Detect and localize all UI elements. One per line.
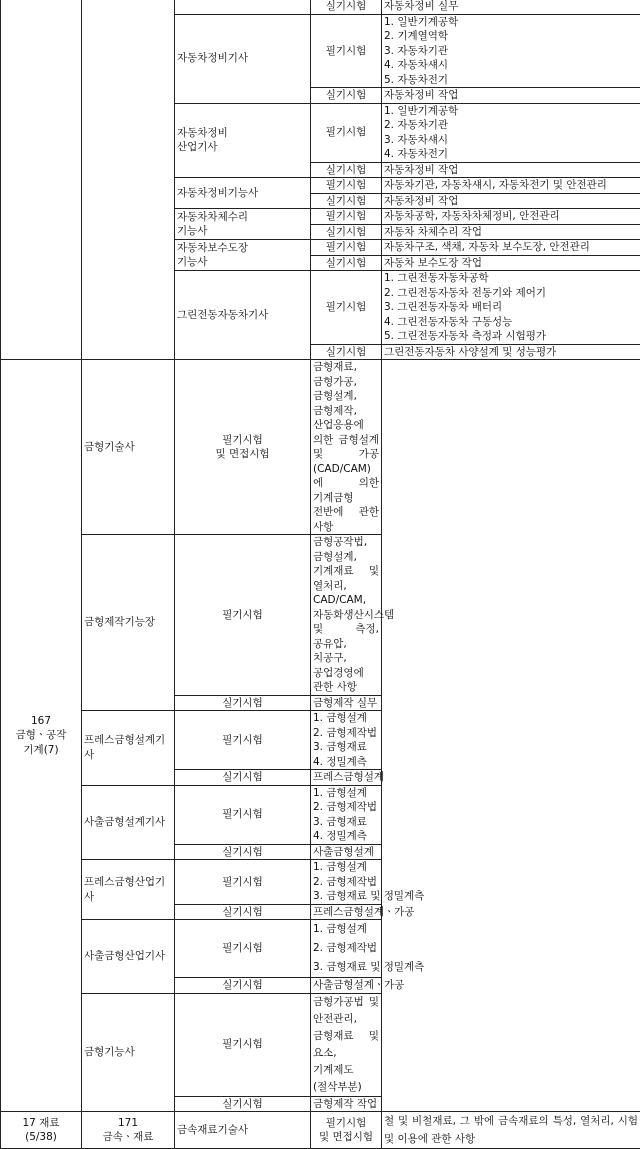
exam-type-cell: 필기시험 [175,711,311,770]
subjects-cell: 철 및 비철재료, 그 밖에 금속재료의 특성, 열처리, 시험 및 이용에 관한 사항 [382,1112,640,1149]
qualification-line: 산업기사 [177,140,308,155]
qualification-cell: 프레스금형설계기사 [82,711,175,786]
exam-type-line: 필기시험 [313,1116,379,1131]
qualification-cell: 금속재료기술사 [175,1112,311,1149]
exam-type-cell: 실기시험 [175,844,311,860]
table-row [1,535,640,696]
qualification-cell: 사출금형설계기사 [82,785,175,860]
group-name-line: 금형ㆍ공작 [3,728,79,743]
subjects-cell: 금형제작 실무 [311,695,382,711]
exam-type-line: 및 면접시험 [177,447,308,462]
exam-type-cell: 필기시험 [311,103,382,162]
qualification-cell: 금형기능사 [82,993,175,1112]
subjects-cell: 1. 금형설계 2. 금형제작법 3. 금형재료 4. 정밀계측 [311,785,382,844]
exam-type-cell: 실기시험 [311,162,382,178]
table-row [1,785,640,844]
exam-type-cell: 실기시험 [175,904,311,920]
exam-type-line: 필기시험 [177,433,308,448]
exam-type-cell [311,1112,382,1149]
subjects-cell: 자동차정비 작업 [382,162,640,178]
subjects-cell: 사출금형설계 [311,844,382,860]
qualification-cell [175,209,311,240]
exam-type-cell: 실기시험 [175,770,311,786]
exam-type-cell: 실기시험 [311,255,382,271]
subjects-cell: 금형가공법 및 안전관리, 금형재료 및 요소, 기계제도(절삭부분) [311,993,382,1096]
exam-type-cell: 필기시험 [175,993,311,1096]
exam-type-cell: 필기시험 [311,14,382,88]
section-line: 17 재료 [3,1116,79,1131]
subjects-cell: 금형공작법, 금형설계, 기계재료 및 열처리, CAD/CAM, 자동화생산시스템 및 측정, 공유압, 치공구, 공업경영에 관한 사항 [311,535,382,696]
qualification-line: 자동차보수도장 [177,241,308,256]
table-row [1,0,640,14]
exam-type-cell: 실기시험 [311,88,382,104]
exam-type-line: 및 면접시험 [313,1130,379,1145]
exam-type-cell: 실기시험 [311,0,382,14]
section-cell [1,1112,82,1149]
group-number: 167 [3,714,79,729]
subjects-cell: 프레스금형설계ㆍ가공 [311,904,382,920]
group-name-line: 기계(7) [3,743,79,758]
exam-type-cell: 필기시험 [175,785,311,844]
subjects-cell: 프레스금형설계 [311,770,382,786]
exam-type-cell: 필기시험 [311,240,382,256]
group-cell [1,360,82,1112]
exam-type-cell: 실기시험 [311,193,382,209]
table-row [1,920,640,978]
subjects-cell: 1. 금형설계 2. 금형제작법 3. 금형재료 4. 정밀계측 [311,711,382,770]
section-line: (5/38) [3,1130,79,1145]
exam-type-cell: 필기시험 [311,271,382,345]
qualification-cell: 그린전동자동차기사 [175,271,311,360]
group-cell [82,1112,175,1149]
qualification-cell: 자동차정비기사 [175,14,311,103]
qualification-cell: 사출금형산업기사 [82,920,175,994]
group-name: 금속ㆍ재료 [84,1130,172,1145]
exam-type-cell: 필기시험 [175,860,311,905]
exam-type-cell [175,360,311,535]
subjects-cell: 1. 금형설계 2. 금형제작법 3. 금형재료 및 정밀계측 [311,860,382,905]
table-row [1,993,640,1096]
subjects-cell: 자동차정비 작업 [382,193,640,209]
subjects-cell: 자동차구조, 색채, 자동차 보수도장, 안전관리 [382,240,640,256]
table-row [1,360,640,535]
subjects-cell: 그린전동자동차 사양설계 및 성능평가 [382,344,640,360]
table-row [1,711,640,770]
exam-type-cell: 실기시험 [175,695,311,711]
subjects-cell: 자동차공학, 자동차차체정비, 안전관리 [382,209,640,225]
subjects-cell: 자동차 차체수리 작업 [382,224,640,240]
subjects-cell: 1. 금형설계 2. 금형제작법 3. 금형재료 및 정밀계측 [311,920,382,978]
qualification-cell [175,103,311,178]
qualification-cell: 자동차정비기능사 [175,178,311,209]
table-row [1,1112,640,1149]
qualification-line: 자동차정비 [177,126,308,141]
subjects-cell: 사출금형설계ㆍ가공 [311,978,382,994]
section-cell [1,0,82,360]
subjects-cell: 금형제작 작업 [311,1096,382,1112]
exam-type-cell: 실기시험 [311,344,382,360]
exam-type-cell: 필기시험 [311,178,382,194]
subjects-cell: 금형재료, 금형가공, 금형설계, 금형제작, 산업응용에 의한 금형설계 및 가공(CAD/CAM)에 의한 기계금형 전반에 관한 사항 [311,360,382,535]
table-row [1,860,640,905]
exam-type-cell: 실기시험 [311,224,382,240]
subjects-cell: 자동차정비 작업 [382,88,640,104]
subjects-cell: 자동차 보수도장 작업 [382,255,640,271]
exam-type-cell: 필기시험 [175,920,311,978]
exam-type-cell: 실기시험 [175,1096,311,1112]
subjects-cell: 자동차기관, 자동차섀시, 자동차전기 및 안전관리 [382,178,640,194]
group-number: 171 [84,1116,172,1131]
qualification-cell [175,240,311,271]
qualification-cell [175,0,311,14]
qualification-cell: 금형기술사 [82,360,175,535]
qualification-line: 기능사 [177,224,308,239]
qualification-line: 기능사 [177,255,308,270]
exam-type-cell: 필기시험 [311,209,382,225]
subjects-cell: 1. 일반기계공학 2. 기계열역학 3. 자동차기관 4. 자동차섀시 5. 자동차전기 [382,14,640,88]
group-cell [82,0,175,360]
subjects-cell: 자동차정비 실무 [382,0,640,14]
exam-type-cell: 실기시험 [175,978,311,994]
subjects-cell: 1. 일반기계공학 2. 자동차기관 3. 자동차섀시 4. 자동차전기 [382,103,640,162]
exam-type-cell: 필기시험 [175,535,311,696]
qualification-cell: 금형제작기능장 [82,535,175,711]
qualification-line: 자동차차체수리 [177,210,308,225]
qualification-cell: 프레스금형산업기사 [82,860,175,920]
subjects-cell: 1. 그린전동자동차공학 2. 그린전동자동차 전동기와 제어기 3. 그린전동자동차 배터리 4. 그린전동자동차 구동성능 5. 그린전동자동차 측정과 시험평가 [382,271,640,345]
